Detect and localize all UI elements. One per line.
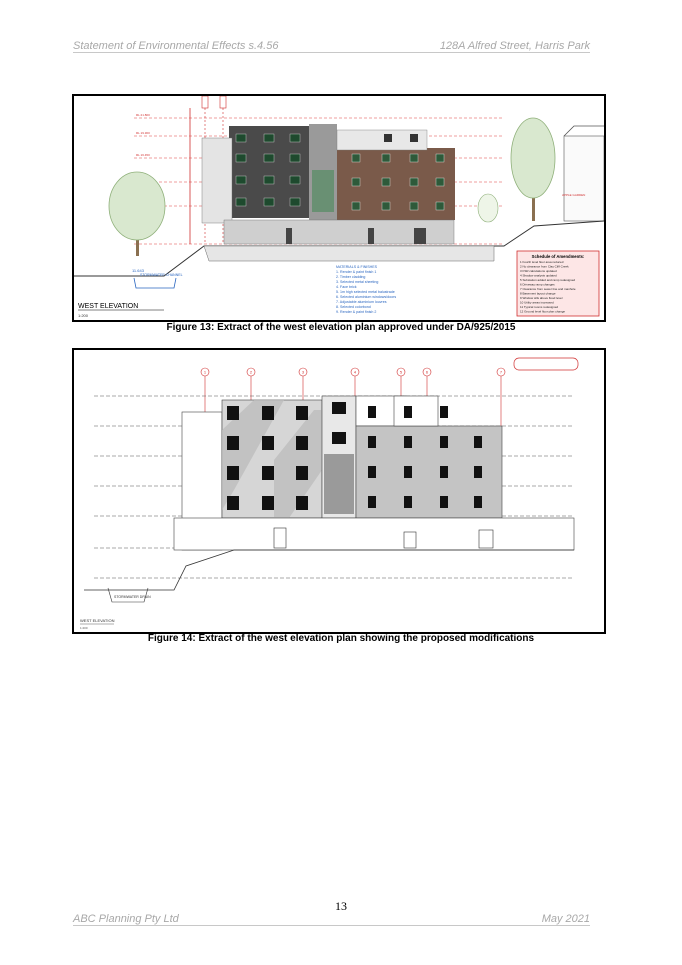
amendment-item: 8 Basement layout change bbox=[520, 291, 556, 296]
amendment-item: 12 Ground level floor plan change bbox=[520, 309, 566, 314]
figure-13-caption: Figure 13: Extract of the west elevation plan approved under DA/925/2015 bbox=[166, 322, 516, 333]
amendment-item: 10 Utility areas increased bbox=[520, 300, 554, 305]
amendments-box bbox=[517, 251, 599, 316]
level-label-3: RL 16.450 bbox=[136, 153, 150, 157]
footer-rule bbox=[73, 925, 590, 926]
amendment-item: 5 Substation added and ramp redesigned bbox=[520, 278, 576, 282]
f14-scale-label: 1:200 bbox=[80, 626, 88, 630]
material-item: 9. Render & paint finish 2 bbox=[336, 310, 377, 314]
material-item: 1. Render & paint finish 1 bbox=[336, 270, 377, 274]
f13-title-label: WEST ELEVATION bbox=[78, 303, 139, 310]
amendment-item: 11 Typical rooms redesigned bbox=[520, 305, 559, 309]
f14-title-label: WEST ELEVATION bbox=[80, 618, 115, 623]
amendment-item: 4 Shadow analysis updated bbox=[520, 273, 557, 278]
f14-stormwater-label: STORMWATER DRAIN bbox=[114, 595, 151, 599]
materials-title: MATERIALS & FINISHES bbox=[336, 265, 378, 269]
material-item: 2. Timber cladding bbox=[336, 275, 366, 279]
f13-creek-value: 11.643 bbox=[132, 268, 144, 273]
material-item: 7. Adjustable aluminium louvres bbox=[336, 300, 387, 304]
amendments-title: Schedule of Amendments: bbox=[531, 254, 585, 259]
material-item: 5. 1m high selected metal balustrade bbox=[336, 290, 395, 294]
header-rule bbox=[73, 52, 590, 53]
footer-right-text: May 2021 bbox=[541, 913, 590, 925]
left-tree bbox=[109, 172, 165, 256]
amendment-item: 1 Fourth level floor area reduced bbox=[520, 260, 564, 264]
gridline-label: 2 bbox=[249, 369, 253, 375]
material-item: 6. Selected aluminium windows/doors bbox=[336, 295, 397, 299]
level-label-1: RL 21.800 bbox=[136, 113, 150, 117]
right-tree bbox=[511, 118, 555, 221]
gridline-label: 1 bbox=[203, 369, 207, 375]
material-item: 4. Face brick bbox=[336, 285, 357, 289]
amendment-item: 3 FSR calculations updated bbox=[520, 269, 557, 273]
materials-list bbox=[336, 265, 396, 314]
amendment-item: 6 Driveway ramp changes bbox=[520, 282, 555, 287]
gridline-label: 3 bbox=[301, 369, 305, 375]
figure-14-svg bbox=[74, 350, 604, 632]
figure-13-drawing bbox=[72, 94, 606, 322]
figure-14-caption: Figure 14: Extract of the west elevation plan showing the proposed modifications bbox=[147, 633, 535, 644]
page-number: 13 bbox=[335, 899, 347, 913]
level-label-2: RL 19.300 bbox=[136, 131, 150, 135]
amendment-item: 2 No clearance from Clay Cliff Creek bbox=[520, 264, 569, 269]
amendment-item: 7 Clearance from sewer line and manhole bbox=[520, 287, 576, 291]
gridline-label: 5 bbox=[399, 369, 403, 375]
footer-left-text: ABC Planning Pty Ltd bbox=[73, 913, 179, 925]
header-right-text: 128A Alfred Street, Harris Park bbox=[439, 40, 590, 52]
gridline-label: 4 bbox=[353, 369, 357, 375]
material-item: 3. Selected metal sheeting bbox=[336, 280, 379, 284]
gridline-label: 7 bbox=[499, 369, 503, 375]
f13-stormwater-label: STORMWATER CHANNEL bbox=[140, 273, 183, 277]
header-left-text: Statement of Environmental Effects s.4.56 bbox=[73, 40, 279, 52]
neighbour-label: APPLE GARDEN bbox=[562, 193, 586, 197]
gridline-label: 6 bbox=[425, 369, 429, 375]
amendment-item: 9 Window sills above flood level bbox=[520, 296, 563, 300]
material-item: 8. Selected colorbond bbox=[336, 305, 371, 309]
figure-14-drawing bbox=[72, 348, 606, 634]
figure-13-svg bbox=[74, 96, 604, 320]
f13-scale-label: 1:200 bbox=[78, 313, 89, 318]
